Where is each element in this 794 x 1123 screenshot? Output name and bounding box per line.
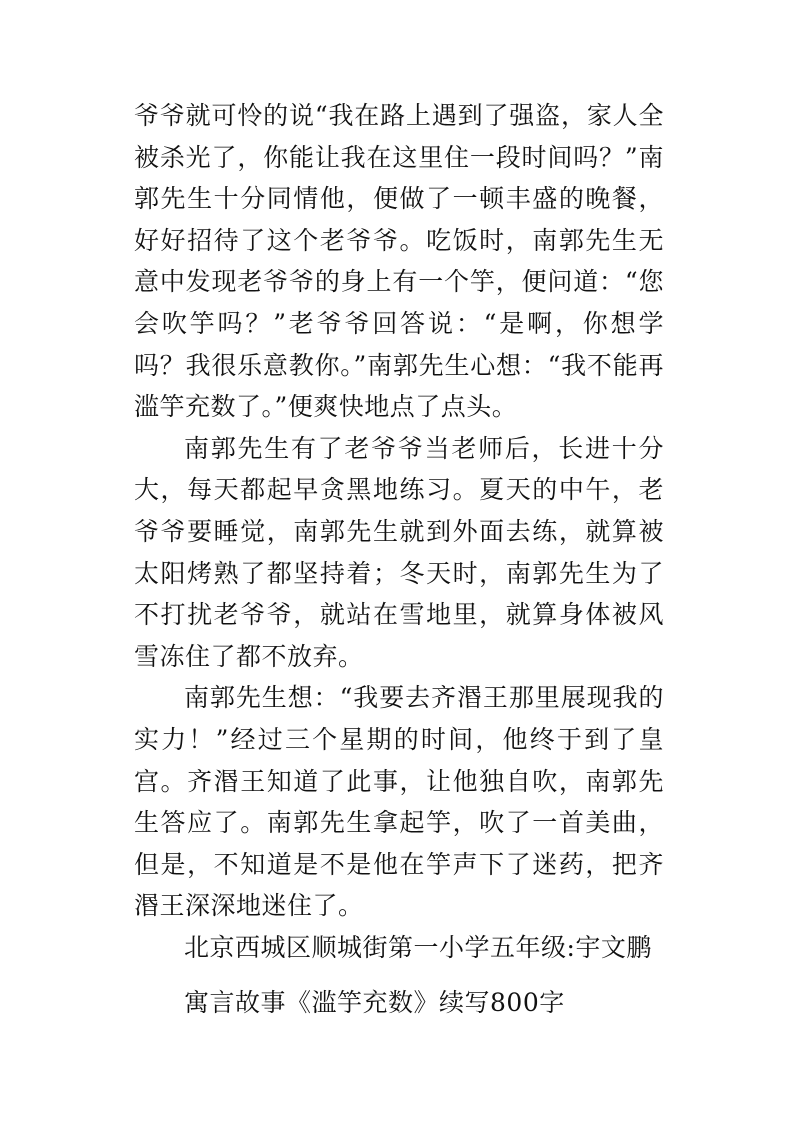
paragraph-1: 爷爷就可怜的说“我在路上遇到了强盗，家人全被杀光了，你能让我在这里住一段时间吗？”南郭先生十分同情他，便做了一顿丰盛的晚餐，好好招待了这个老爷爷。吃饭时，南郭先生无意中发现老爷爷的身上有一个竽，便问道：“您会吹竽吗？”老爷爷回答说：“是啊，你想学吗？我很乐意教你。”南郭先生心想：“我不能再滥竽充数了。”便爽快地点了点头。 (134, 101, 664, 422)
paragraph-2: 南郭先生有了老爷爷当老师后，长进十分大，每天都起早贪黑地练习。夏天的中午，老爷爷要睡觉，南郭先生就到外面去练，就算被太阳烤熟了都坚持着；冬天时，南郭先生为了不打扰老爷爷，就站在雪地里，就算身体被风雪冻住了都不放弃。 (134, 433, 664, 671)
story-body (134, 95, 664, 968)
paragraph-3: 南郭先生想：“我要去齐湣王那里展现我的实力！”经过三个星期的时间，他终于到了皇宫。齐湣王知道了此事，让他独自吹，南郭先生答应了。南郭先生拿起竽，吹了一首美曲，但是，不知道是不是他在竽声下了迷药，把齐湣王深深地迷住了。 (134, 683, 664, 921)
author-signature: 北京西城区顺城街第一小学五年级:宇文鹏 (184, 932, 652, 962)
footer-title: 寓言故事《滥竽充数》续写800字 (184, 988, 565, 1017)
